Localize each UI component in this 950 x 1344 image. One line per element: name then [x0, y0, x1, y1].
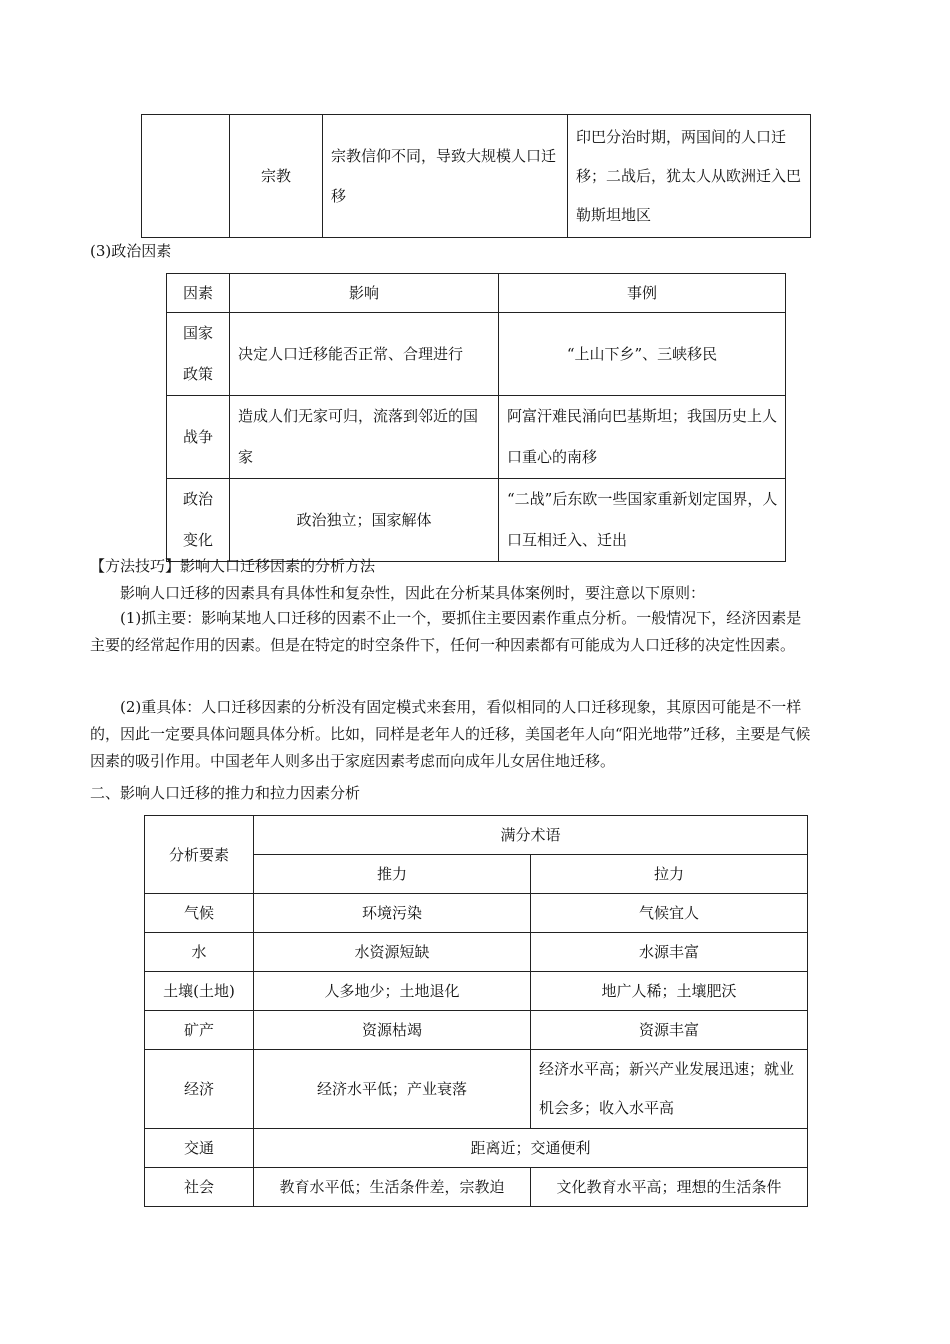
impact-cell: 决定人口迁移能否正常、合理进行 — [230, 313, 499, 396]
merged-cell: 距离近；交通便利 — [254, 1129, 808, 1168]
push-cell: 人多地少；土地退化 — [254, 972, 531, 1011]
header-pull: 拉力 — [531, 855, 808, 894]
pull-cell: 水源丰富 — [531, 933, 808, 972]
table-row — [167, 313, 786, 396]
header-factor: 因素 — [167, 274, 230, 313]
header-impact: 影响 — [230, 274, 499, 313]
impact-cell: 宗教信仰不同，导致大规模人口迁移 — [323, 115, 568, 238]
header-push: 推力 — [254, 855, 531, 894]
table-header-row — [167, 274, 786, 313]
factor-cell: 宗教 — [230, 115, 323, 238]
factor-cell: 水 — [145, 933, 254, 972]
factor-cell: 社会 — [145, 1168, 254, 1207]
table-row — [145, 1168, 808, 1207]
method-point-1: (1)抓主要：影响某地人口迁移的因素不止一个，要抓住主要因素作重点分析。一般情况下，经济因素是主要的经常起作用的因素。但是在特定的时空条件下，任何一种因素都有可能成为人口迁移的决定性因素。 — [90, 609, 802, 654]
pull-cell: 资源丰富 — [531, 1011, 808, 1050]
pull-cell: 地广人稀；土壤肥沃 — [531, 972, 808, 1011]
table-row — [145, 1011, 808, 1050]
table-row — [145, 972, 808, 1011]
factor-cell: 国家政策 — [167, 313, 230, 396]
factor-cell: 气候 — [145, 894, 254, 933]
section-2-title: 二、影响人口迁移的推力和拉力因素分析 — [90, 784, 361, 802]
factor-cell: 交通 — [145, 1129, 254, 1168]
category-cell — [142, 115, 230, 238]
example-cell: 阿富汗难民涌向巴基斯坦；我国历史上人口重心的南移 — [499, 396, 786, 479]
impact-cell: 政治独立；国家解体 — [230, 479, 499, 562]
pull-cell: 气候宜人 — [531, 894, 808, 933]
method-title: 【方法技巧】影响人口迁移因素的分析方法 — [90, 557, 376, 575]
push-pull-table — [144, 815, 808, 1207]
table-header-row — [145, 816, 808, 855]
factor-cell: 矿产 — [145, 1011, 254, 1050]
table-row — [167, 396, 786, 479]
push-cell: 教育水平低；生活条件差，宗教迫 — [254, 1168, 531, 1207]
push-cell: 资源枯竭 — [254, 1011, 531, 1050]
political-table — [166, 273, 786, 562]
impact-cell: 造成人们无家可归，流落到邻近的国家 — [230, 396, 499, 479]
example-cell: 印巴分治时期，两国间的人口迁移；二战后，犹太人从欧洲迁入巴勒斯坦地区 — [568, 115, 811, 238]
push-cell: 水资源短缺 — [254, 933, 531, 972]
factor-cell: 政治变化 — [167, 479, 230, 562]
factor-cell: 战争 — [167, 396, 230, 479]
push-cell: 经济水平低；产业衰落 — [254, 1050, 531, 1129]
example-cell: “二战”后东欧一些国家重新划定国界，人口互相迁入、迁出 — [499, 479, 786, 562]
method-point-2: (2)重具体：人口迁移因素的分析没有固定模式来套用，看似相同的人口迁移现象，其原因可能是不一样的，因此一定要具体问题具体分析。比如，同样是老年人的迁移，美国老年人向“阳光地带”迁移，主要是气候因素的吸引作用。中国老年人则多出于家庭因素考虑而向成年儿女居住地迁移。 — [90, 698, 811, 770]
factor-cell: 土壤(土地) — [145, 972, 254, 1011]
example-cell: “上山下乡”、三峡移民 — [499, 313, 786, 396]
header-terms: 满分术语 — [254, 816, 808, 855]
pull-cell: 经济水平高；新兴产业发展迅速；就业机会多；收入水平高 — [531, 1050, 808, 1129]
table-row — [167, 479, 786, 562]
pull-cell: 文化教育水平高；理想的生活条件 — [531, 1168, 808, 1207]
political-heading: (3)政治因素 — [90, 242, 172, 260]
factor-cell: 经济 — [145, 1050, 254, 1129]
religion-table — [141, 114, 811, 238]
table-row — [142, 115, 811, 238]
table-row — [145, 1129, 808, 1168]
push-cell: 环境污染 — [254, 894, 531, 933]
table-row — [145, 933, 808, 972]
header-factor: 分析要素 — [145, 816, 254, 894]
header-example: 事例 — [499, 274, 786, 313]
table-row — [145, 1050, 808, 1129]
table-row — [145, 894, 808, 933]
method-intro: 影响人口迁移的因素具有具体性和复杂性，因此在分析某具体案例时，要注意以下原则： — [120, 584, 706, 602]
